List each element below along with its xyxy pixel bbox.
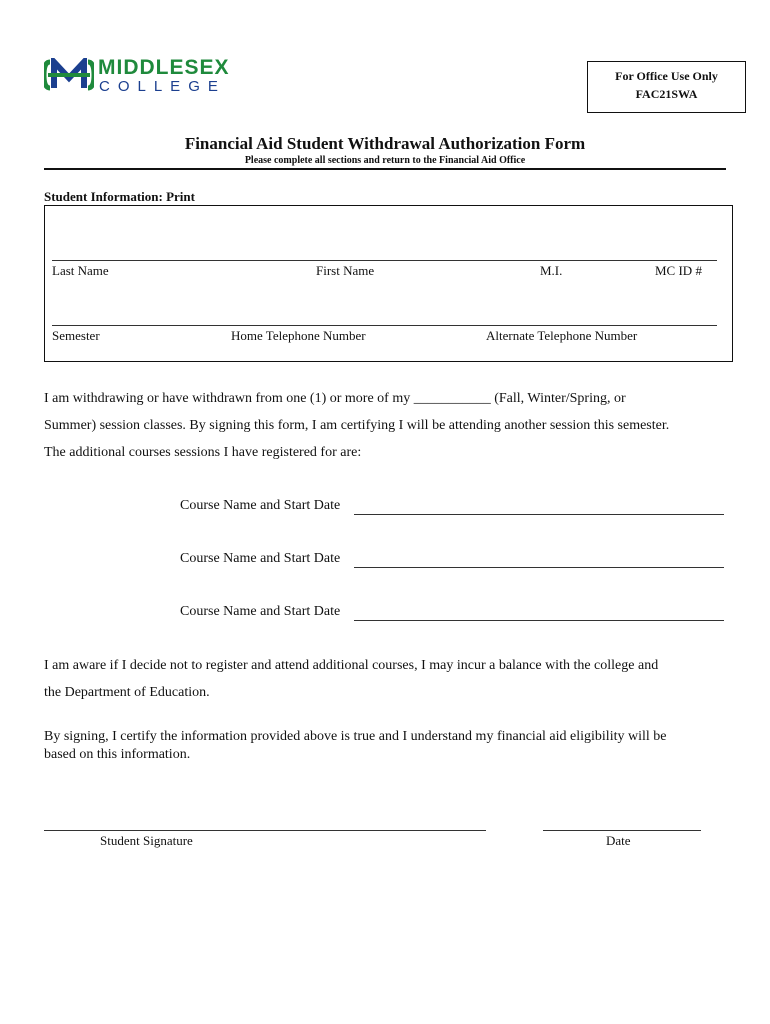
withdraw-statement — [44, 385, 734, 466]
awareness-statement — [44, 652, 734, 706]
certification-statement — [44, 728, 734, 764]
date-line[interactable] — [543, 830, 701, 831]
title-rule — [44, 168, 726, 170]
course-label-1: Course Name and Start Date — [180, 498, 341, 513]
course-entry-line-1[interactable] — [354, 514, 724, 515]
course-label-2: Course Name and Start Date — [180, 551, 341, 566]
course-entry-line-3[interactable] — [354, 620, 724, 621]
semester-label: Semester — [52, 328, 100, 343]
certification-line-2: based on this information. — [44, 747, 191, 762]
middle-initial-label: M.I. — [540, 263, 563, 278]
college-logo-mark — [44, 58, 94, 92]
form-title: Financial Aid Student Withdrawal Authorization Form — [184, 134, 586, 153]
phone-entry-line[interactable] — [52, 325, 717, 326]
logo-wordmark-top: MIDDLESEX — [98, 56, 230, 79]
form-subtitle: Please complete all sections and return to the Financial Aid Office — [244, 155, 526, 166]
course-label-3: Course Name and Start Date — [180, 604, 341, 619]
student-signature-label: Student Signature — [100, 833, 193, 848]
last-name-label: Last Name — [52, 263, 109, 278]
logo-wordmark-bottom: COLLEGE — [99, 78, 226, 95]
first-name-label: First Name — [316, 263, 375, 278]
name-entry-line[interactable] — [52, 260, 717, 261]
date-label: Date — [606, 833, 631, 848]
office-use-label: For Office Use Only — [615, 69, 718, 83]
withdraw-line-2: Summer) session classes. By signing this form, I am certifying I will be attending another session this semester. — [44, 418, 670, 433]
mc-id-label: MC ID # — [655, 263, 702, 278]
student-info-label: Student Information: Print — [44, 189, 195, 204]
home-phone-label: Home Telephone Number — [231, 328, 366, 343]
withdraw-line-1: I am withdrawing or have withdrawn from one (1) or more of my ___________ (Fall, Winter/Spring, or — [44, 391, 626, 406]
form-code: FAC21SWA — [635, 87, 698, 101]
withdraw-line-3: The additional courses sessions I have registered for are: — [44, 445, 362, 460]
course-entry-line-2[interactable] — [354, 567, 724, 568]
certification-line-1: By signing, I certify the information provided above is true and I understand my financial aid eligibility will be — [44, 729, 667, 744]
awareness-line-2: the Department of Education. — [44, 685, 210, 700]
alternate-phone-label: Alternate Telephone Number — [486, 328, 638, 343]
awareness-line-1: I am aware if I decide not to register and attend additional courses, I may incur a balance with the college and — [44, 658, 659, 673]
student-signature-line[interactable] — [44, 830, 486, 831]
